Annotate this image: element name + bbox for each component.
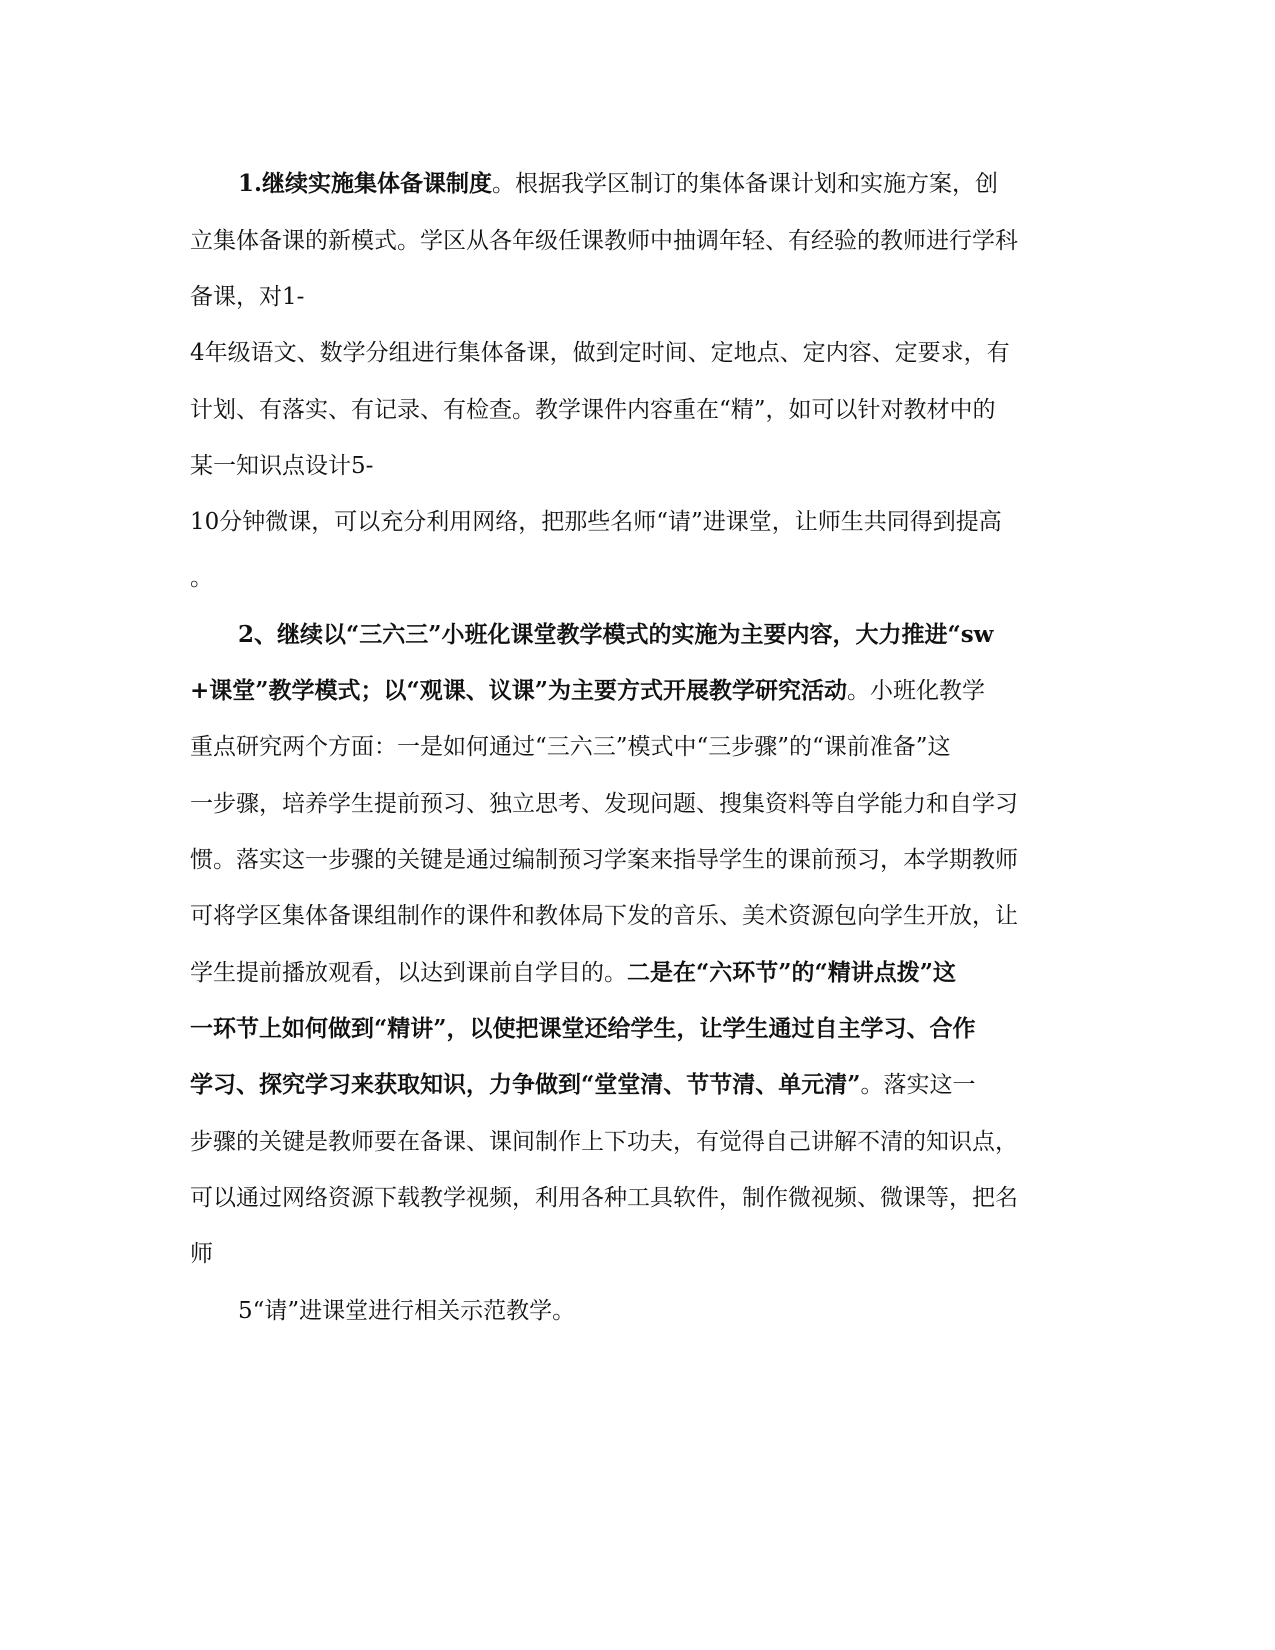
- bold-text-segment: 1.继续实施集体备课制度: [238, 170, 493, 197]
- text-line: [190, 226, 1018, 256]
- text-line: [190, 507, 1002, 537]
- text-line: [190, 958, 956, 988]
- text-line: [190, 789, 1018, 819]
- text-segment: 师: [190, 1241, 213, 1267]
- text-segment: 重点研究两个方面：一是如何通过“三六三”模式中“三步骤”的“课前准备”这: [190, 734, 951, 760]
- text-line: [190, 1239, 213, 1269]
- text-line: [190, 1183, 1018, 1213]
- text-segment: 立集体备课的新模式。学区从各年级任课教师中抽调年轻、有经验的教师进行学科: [190, 228, 1018, 254]
- bold-text-segment: 二是在“六环节”的“精讲点拨”这: [627, 959, 956, 986]
- text-line: [238, 620, 993, 650]
- bold-text-segment: 一环节上如何做到“精讲”，以使把课堂还给学生，让学生通过自主学习、合作: [190, 1015, 976, 1042]
- text-segment: 惯。落实这一步骤的关键是通过编制预习学案来指导学生的课前预习，本学期教师: [190, 847, 1018, 873]
- text-line: [190, 338, 1010, 368]
- text-segment: 。根据我学区制订的集体备课计划和实施方案，创: [492, 171, 999, 197]
- text-line: [238, 1296, 575, 1326]
- text-segment: 4年级语文、数学分组进行集体备课，做到定时间、定地点、定内容、定要求，有: [190, 340, 1010, 366]
- text-line: [190, 1014, 975, 1044]
- bold-text-segment: +课堂”教学模式；以“观课、议课”为主要方式开展教学研究活动: [190, 677, 847, 704]
- text-line: [190, 676, 985, 706]
- text-segment: 。小班化教学: [846, 678, 985, 704]
- text-line: [190, 1070, 975, 1100]
- text-segment: 一步骤，培养学生提前预习、独立思考、发现问题、搜集资料等自学能力和自学习: [190, 791, 1018, 817]
- text-segment: 某一知识点设计5-: [190, 453, 374, 479]
- text-segment: 。: [190, 565, 213, 591]
- bold-text-segment: 2、继续以“三六三”小班化课堂教学模式的实施为主要内容，大力推进“sw: [238, 621, 994, 648]
- text-line: [190, 1127, 1018, 1157]
- bold-text-segment: 学习、探究学习来获取知识，力争做到“堂堂清、节节清、单元清”: [190, 1071, 861, 1098]
- text-line: [190, 732, 951, 762]
- text-segment: 步骤的关键是教师要在备课、课间制作上下功夫，有觉得自己讲解不清的知识点，: [190, 1129, 1018, 1155]
- text-line: [190, 282, 304, 312]
- text-segment: 学生提前播放观看，以达到课前自学目的。: [190, 960, 627, 986]
- text-line: [190, 901, 1018, 931]
- text-segment: 。落实这一: [860, 1072, 976, 1098]
- text-line: [190, 563, 213, 593]
- text-line: [190, 845, 1018, 875]
- text-segment: 可以通过网络资源下载教学视频，利用各种工具软件，制作微视频、微课等，把名: [190, 1185, 1018, 1211]
- text-segment: 备课，对1-: [190, 284, 305, 310]
- text-segment: 5“请”进课堂进行相关示范教学。: [238, 1298, 576, 1324]
- text-line: [190, 451, 373, 481]
- text-segment: 10分钟微课，可以充分利用网络，把那些名师“请”进课堂，让师生共同得到提高: [190, 509, 1002, 535]
- text-line: [190, 395, 996, 425]
- text-segment: 计划、有落实、有记录、有检查。教学课件内容重在“精”，如可以针对教材中的: [190, 397, 996, 423]
- text-segment: 可将学区集体备课组制作的课件和教体局下发的音乐、美术资源包向学生开放，让: [190, 903, 1018, 929]
- text-line: [238, 169, 998, 199]
